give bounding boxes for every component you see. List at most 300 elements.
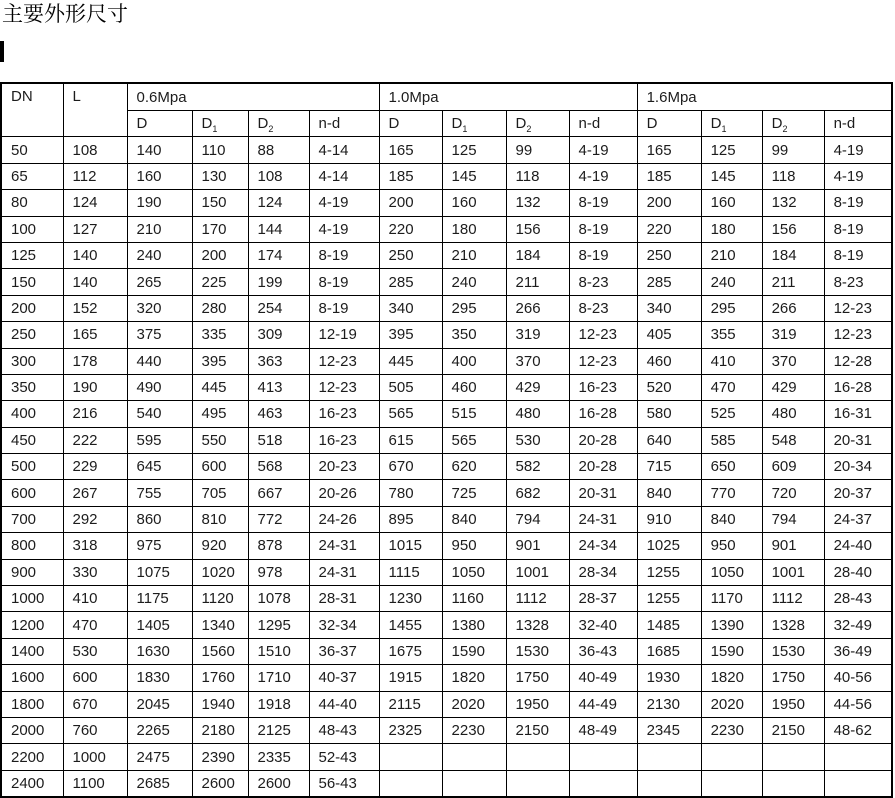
table-cell: 24-31	[309, 559, 379, 585]
table-cell: 2125	[248, 717, 309, 743]
table-row	[1, 216, 892, 242]
table-cell: 16-23	[309, 427, 379, 453]
table-cell: 794	[762, 506, 824, 532]
table-cell: 1950	[506, 691, 569, 717]
table-cell: 2230	[701, 717, 762, 743]
table-cell: 375	[127, 322, 192, 348]
table-cell: 460	[637, 348, 701, 374]
table-cell: 220	[637, 216, 701, 242]
table-cell: 200	[192, 242, 248, 268]
table-cell: 1390	[701, 612, 762, 638]
table-cell: 2600	[192, 770, 248, 797]
table-cell: 318	[63, 533, 127, 559]
table-cell: 1918	[248, 691, 309, 717]
table-cell: 978	[248, 559, 309, 585]
table-cell: 550	[192, 427, 248, 453]
table-cell: 1630	[127, 638, 192, 664]
table-cell: 413	[248, 374, 309, 400]
table-cell: 1590	[701, 638, 762, 664]
table-cell: 156	[506, 216, 569, 242]
column-header-l: L	[63, 83, 127, 137]
table-cell: 1000	[63, 744, 127, 770]
table-row	[1, 163, 892, 189]
table-cell: 340	[637, 295, 701, 321]
table-cell: 725	[442, 480, 506, 506]
table-cell: 463	[248, 401, 309, 427]
table-cell: 240	[127, 242, 192, 268]
table-cell: 8-19	[824, 190, 892, 216]
table-cell: 1170	[701, 586, 762, 612]
table-cell: 4-14	[309, 137, 379, 163]
table-cell: 1485	[637, 612, 701, 638]
table-cell: 901	[762, 533, 824, 559]
table-cell: 4-19	[309, 190, 379, 216]
table-cell: 667	[248, 480, 309, 506]
table-cell: 582	[506, 454, 569, 480]
group-header-0-6mpa: 0.6Mpa	[127, 83, 379, 111]
table-cell: 363	[248, 348, 309, 374]
column-header-n-d-group-2: n-d	[824, 111, 892, 137]
column-header-n-d-group-0: n-d	[309, 111, 379, 137]
table-cell: 200	[637, 190, 701, 216]
table-cell: 1078	[248, 586, 309, 612]
table-cell: 210	[442, 242, 506, 268]
table-cell: 410	[63, 586, 127, 612]
table-cell	[701, 770, 762, 797]
table-row	[1, 559, 892, 585]
table-cell: 600	[1, 480, 63, 506]
table-cell: 40-56	[824, 665, 892, 691]
table-cell: 160	[127, 163, 192, 189]
column-header-d1-group-1: $D_1$	[442, 111, 506, 137]
table-cell: 840	[442, 506, 506, 532]
table-cell: 840	[637, 480, 701, 506]
table-cell: 2230	[442, 717, 506, 743]
table-row	[1, 322, 892, 348]
table-cell: 670	[379, 454, 442, 480]
table-cell: 4-19	[824, 137, 892, 163]
table-cell: 12-23	[309, 374, 379, 400]
table-cell: 350	[442, 322, 506, 348]
table-cell: 350	[1, 374, 63, 400]
table-cell: 295	[701, 295, 762, 321]
table-cell: 99	[762, 137, 824, 163]
table-cell: 216	[63, 401, 127, 427]
table-cell: 595	[127, 427, 192, 453]
table-row	[1, 533, 892, 559]
table-row	[1, 374, 892, 400]
table-cell: 500	[1, 454, 63, 480]
table-cell: 1255	[637, 559, 701, 585]
table-cell: 44-40	[309, 691, 379, 717]
table-cell: 222	[63, 427, 127, 453]
table-cell: 1830	[127, 665, 192, 691]
table-row	[1, 137, 892, 163]
table-cell: 2045	[127, 691, 192, 717]
table-cell	[569, 744, 637, 770]
table-cell: 2325	[379, 717, 442, 743]
column-header-n-d-group-1: n-d	[569, 111, 637, 137]
table-cell: 445	[192, 374, 248, 400]
table-cell: 211	[506, 269, 569, 295]
table-cell: 44-49	[569, 691, 637, 717]
table-cell: 810	[192, 506, 248, 532]
table-cell: 4-14	[309, 163, 379, 189]
table-cell: 99	[506, 137, 569, 163]
table-cell: 518	[248, 427, 309, 453]
table-cell: 165	[379, 137, 442, 163]
table-cell: 32-34	[309, 612, 379, 638]
table-cell: 28-34	[569, 559, 637, 585]
table-cell: 640	[637, 427, 701, 453]
table-row	[1, 506, 892, 532]
table-cell: 36-43	[569, 638, 637, 664]
table-row	[1, 190, 892, 216]
table-cell: 36-37	[309, 638, 379, 664]
table-cell: 840	[701, 506, 762, 532]
table-cell: 2150	[762, 717, 824, 743]
table-cell: 548	[762, 427, 824, 453]
table-cell: 124	[63, 190, 127, 216]
table-cell: 2345	[637, 717, 701, 743]
table-cell: 950	[701, 533, 762, 559]
table-cell: 405	[637, 322, 701, 348]
table-cell: 910	[637, 506, 701, 532]
table-cell: 16-31	[824, 401, 892, 427]
page-title: 主要外形尺寸	[2, 2, 128, 26]
table-cell: 20-31	[824, 427, 892, 453]
table-cell: 340	[379, 295, 442, 321]
table-cell: 132	[506, 190, 569, 216]
table-cell: 24-26	[309, 506, 379, 532]
table-row	[1, 480, 892, 506]
table-cell: 1328	[506, 612, 569, 638]
table-cell: 140	[127, 137, 192, 163]
table-cell: 140	[63, 242, 127, 268]
table-cell: 48-43	[309, 717, 379, 743]
table-cell: 108	[248, 163, 309, 189]
table-cell: 410	[701, 348, 762, 374]
table-cell: 225	[192, 269, 248, 295]
table-row	[1, 612, 892, 638]
table-cell: 1710	[248, 665, 309, 691]
table-cell: 1200	[1, 612, 63, 638]
table-cell: 2335	[248, 744, 309, 770]
table-cell: 32-49	[824, 612, 892, 638]
table-cell: 110	[192, 137, 248, 163]
table-cell: 200	[379, 190, 442, 216]
table-row	[1, 269, 892, 295]
table-cell: 1050	[442, 559, 506, 585]
table-cell: 1455	[379, 612, 442, 638]
table-cell: 4-19	[309, 216, 379, 242]
table-cell: 319	[506, 322, 569, 348]
table-cell	[506, 744, 569, 770]
table-cell: 950	[442, 533, 506, 559]
table-cell: 1940	[192, 691, 248, 717]
table-cell: 118	[506, 163, 569, 189]
table-cell: 127	[63, 216, 127, 242]
table-cell: 8-19	[569, 242, 637, 268]
table-cell: 370	[762, 348, 824, 374]
table-cell: 220	[379, 216, 442, 242]
table-cell: 24-34	[569, 533, 637, 559]
table-cell: 895	[379, 506, 442, 532]
table-cell: 460	[442, 374, 506, 400]
table-cell: 160	[442, 190, 506, 216]
table-cell: 285	[637, 269, 701, 295]
table-cell: 16-28	[569, 401, 637, 427]
table-cell: 800	[1, 533, 63, 559]
table-cell: 130	[192, 163, 248, 189]
table-cell: 1530	[506, 638, 569, 664]
table-cell: 309	[248, 322, 309, 348]
table-cell: 395	[192, 348, 248, 374]
table-cell: 28-43	[824, 586, 892, 612]
table-cell: 2020	[701, 691, 762, 717]
table-cell: 1328	[762, 612, 824, 638]
table-cell: 1560	[192, 638, 248, 664]
table-cell: 540	[127, 401, 192, 427]
table-cell: 1590	[442, 638, 506, 664]
table-cell: 240	[701, 269, 762, 295]
table-cell: 400	[442, 348, 506, 374]
table-cell: 40-49	[569, 665, 637, 691]
table-cell: 12-23	[569, 322, 637, 348]
table-cell: 515	[442, 401, 506, 427]
table-cell: 530	[63, 638, 127, 664]
table-row	[1, 295, 892, 321]
table-cell: 125	[442, 137, 506, 163]
table-header-row	[1, 83, 892, 111]
table-cell: 132	[762, 190, 824, 216]
table-cell: 920	[192, 533, 248, 559]
table-cell: 715	[637, 454, 701, 480]
table-cell: 670	[63, 691, 127, 717]
table-cell: 250	[379, 242, 442, 268]
table-cell: 8-19	[824, 242, 892, 268]
table-cell: 1112	[506, 586, 569, 612]
table-cell: 505	[379, 374, 442, 400]
table-cell: 2400	[1, 770, 63, 797]
table-cell: 600	[192, 454, 248, 480]
table-cell: 292	[63, 506, 127, 532]
table-cell: 156	[762, 216, 824, 242]
table-cell: 878	[248, 533, 309, 559]
table-cell: 615	[379, 427, 442, 453]
table-cell: 585	[701, 427, 762, 453]
column-header-d1-group-2: $D_1$	[701, 111, 762, 137]
table-cell: 211	[762, 269, 824, 295]
table-cell: 1100	[63, 770, 127, 797]
table-cell: 174	[248, 242, 309, 268]
table-cell: 600	[63, 665, 127, 691]
table-cell: 4-19	[569, 137, 637, 163]
group-header-1-0mpa: 1.0Mpa	[379, 83, 637, 111]
table-cell: 335	[192, 322, 248, 348]
column-header-d2-group-2: $D_2$	[762, 111, 824, 137]
table-cell: 266	[506, 295, 569, 321]
table-cell: 1230	[379, 586, 442, 612]
table-row	[1, 427, 892, 453]
table-cell: 1025	[637, 533, 701, 559]
table-cell: 429	[762, 374, 824, 400]
table-cell: 1750	[762, 665, 824, 691]
table-cell: 1915	[379, 665, 442, 691]
table-cell: 112	[63, 163, 127, 189]
table-cell	[637, 770, 701, 797]
table-cell: 900	[1, 559, 63, 585]
table-cell: 682	[506, 480, 569, 506]
table-cell: 1510	[248, 638, 309, 664]
table-cell: 1685	[637, 638, 701, 664]
table-row	[1, 691, 892, 717]
column-header-d-group-1: D	[379, 111, 442, 137]
table-cell: 772	[248, 506, 309, 532]
table-cell: 2600	[248, 770, 309, 797]
table-cell: 860	[127, 506, 192, 532]
table-cell: 295	[442, 295, 506, 321]
text-cursor[interactable]	[0, 41, 4, 62]
table-cell: 20-34	[824, 454, 892, 480]
table-cell	[442, 770, 506, 797]
table-cell: 16-23	[309, 401, 379, 427]
table-cell: 36-49	[824, 638, 892, 664]
table-cell: 50	[1, 137, 63, 163]
table-cell: 450	[1, 427, 63, 453]
table-cell: 1530	[762, 638, 824, 664]
table-cell	[762, 744, 824, 770]
table-cell: 901	[506, 533, 569, 559]
table-cell: 180	[701, 216, 762, 242]
table-cell: 140	[63, 269, 127, 295]
table-cell: 20-26	[309, 480, 379, 506]
table-cell: 160	[701, 190, 762, 216]
table-row	[1, 242, 892, 268]
table-cell: 300	[1, 348, 63, 374]
table-cell: 1340	[192, 612, 248, 638]
table-cell: 530	[506, 427, 569, 453]
table-cell: 150	[1, 269, 63, 295]
table-cell	[824, 770, 892, 797]
column-header-d1-group-0: $D_1$	[192, 111, 248, 137]
table-cell: 1015	[379, 533, 442, 559]
table-row	[1, 665, 892, 691]
table-cell: 12-23	[569, 348, 637, 374]
table-cell: 178	[63, 348, 127, 374]
group-header-1-6mpa: 1.6Mpa	[637, 83, 892, 111]
table-cell: 975	[127, 533, 192, 559]
table-cell: 4-19	[569, 163, 637, 189]
table-cell: 1950	[762, 691, 824, 717]
table-cell: 609	[762, 454, 824, 480]
table-cell: 190	[63, 374, 127, 400]
table-cell	[506, 770, 569, 797]
table-cell: 470	[63, 612, 127, 638]
table-cell: 184	[506, 242, 569, 268]
table-cell: 568	[248, 454, 309, 480]
table-cell: 2685	[127, 770, 192, 797]
table-cell: 24-31	[569, 506, 637, 532]
table-cell: 265	[127, 269, 192, 295]
table-cell: 24-31	[309, 533, 379, 559]
table-cell: 118	[762, 163, 824, 189]
table-cell: 80	[1, 190, 63, 216]
table-cell: 48-49	[569, 717, 637, 743]
table-row	[1, 454, 892, 480]
table-cell: 1000	[1, 586, 63, 612]
table-cell: 165	[637, 137, 701, 163]
column-header-d2-group-0: $D_2$	[248, 111, 309, 137]
table-cell: 645	[127, 454, 192, 480]
table-cell: 152	[63, 295, 127, 321]
table-cell: 1050	[701, 559, 762, 585]
table-cell	[824, 744, 892, 770]
table-cell: 355	[701, 322, 762, 348]
table-row	[1, 638, 892, 664]
table-cell: 1020	[192, 559, 248, 585]
table-cell: 40-37	[309, 665, 379, 691]
table-cell: 250	[637, 242, 701, 268]
table-cell: 1405	[127, 612, 192, 638]
table-cell: 1115	[379, 559, 442, 585]
table-cell: 650	[701, 454, 762, 480]
table-cell: 48-62	[824, 717, 892, 743]
table-cell: 2200	[1, 744, 63, 770]
table-cell: 1820	[701, 665, 762, 691]
column-header-d2-group-1: $D_2$	[506, 111, 569, 137]
table-subheader-row	[1, 111, 892, 137]
table-cell: 8-23	[824, 269, 892, 295]
table-cell: 2180	[192, 717, 248, 743]
table-cell: 185	[379, 163, 442, 189]
table-cell: 1175	[127, 586, 192, 612]
table-cell: 8-23	[569, 269, 637, 295]
table-cell: 12-23	[824, 322, 892, 348]
table-cell: 2020	[442, 691, 506, 717]
table-cell: 620	[442, 454, 506, 480]
table-cell: 565	[442, 427, 506, 453]
table-cell: 490	[127, 374, 192, 400]
table-cell: 65	[1, 163, 63, 189]
table-cell: 2265	[127, 717, 192, 743]
table-cell: 145	[442, 163, 506, 189]
table-cell: 755	[127, 480, 192, 506]
table-cell: 2475	[127, 744, 192, 770]
table-cell: 470	[701, 374, 762, 400]
table-cell: 480	[506, 401, 569, 427]
table-cell: 165	[63, 322, 127, 348]
table-cell: 520	[637, 374, 701, 400]
table-cell	[379, 744, 442, 770]
table-row	[1, 770, 892, 797]
table-cell: 8-19	[824, 216, 892, 242]
table-cell: 2390	[192, 744, 248, 770]
table-cell: 20-23	[309, 454, 379, 480]
table-cell: 250	[1, 322, 63, 348]
table-cell: 240	[442, 269, 506, 295]
table-cell: 445	[379, 348, 442, 374]
table-cell: 8-19	[569, 190, 637, 216]
table-cell: 8-23	[569, 295, 637, 321]
table-cell: 8-19	[569, 216, 637, 242]
table-cell: 440	[127, 348, 192, 374]
table-cell: 565	[379, 401, 442, 427]
table-cell: 28-40	[824, 559, 892, 585]
table-cell: 12-19	[309, 322, 379, 348]
table-cell: 400	[1, 401, 63, 427]
table-cell: 280	[192, 295, 248, 321]
